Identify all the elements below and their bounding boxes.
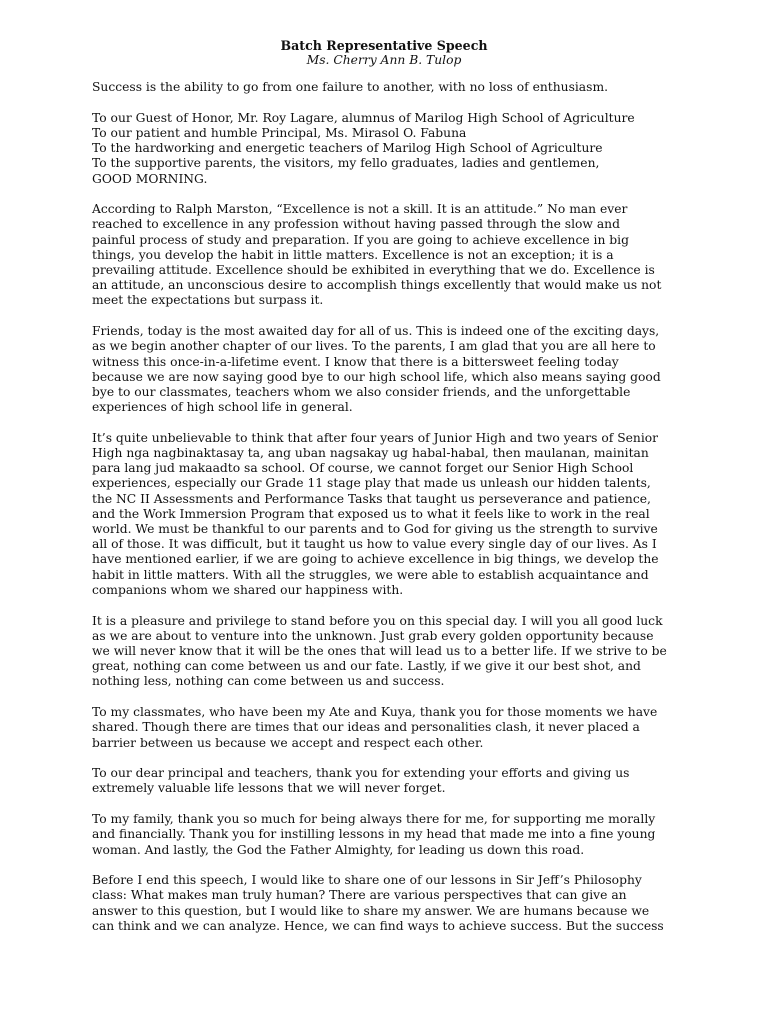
text-line: as we begin another chapter of our lives. To the parents, I am glad that you are all here to — [92, 339, 656, 354]
text-line: companions whom we shared our happiness with. — [92, 582, 404, 597]
text-line: nothing less, nothing can come between us and success. — [92, 674, 445, 689]
text-line: woman. And lastly, the God the Father Almighty, for leading us down this road. — [92, 842, 585, 857]
text-line: painful process of study and preparation. If you are going to achieve excellence in big — [92, 232, 629, 247]
text-line: and the Work Immersion Program that exposed us to what it feels like to work in the real — [92, 506, 650, 521]
text-line: High nga nagbinaktasay ta, ang uban nagsakay ug habal-habal, then maulanan, mainitan — [92, 446, 649, 461]
text-line: can think and we can analyze. Hence, we can find ways to achieve success. But the success — [92, 918, 664, 933]
text-line: To our Guest of Honor, Mr. Roy Lagare, alumnus of Marilog High School of Agriculture — [92, 110, 635, 125]
text-line: witness this once-in-a-lifetime event. I know that there is a bittersweet feeling today — [92, 354, 619, 369]
speech-body — [92, 80, 680, 950]
text-line: habit in little matters. With all the struggles, we were able to establish acquaintance and — [92, 567, 649, 582]
paragraph — [92, 111, 680, 187]
paragraph — [92, 324, 680, 415]
paragraph — [92, 80, 680, 95]
text-line: we will never know that it will be the ones that will lead us to a better life. If we strive to be — [92, 644, 667, 658]
text-line: To our patient and humble Principal, Ms. Mirasol O. Fabuna — [92, 125, 467, 140]
text-line: According to Ralph Marston, “Excellence is not a skill. It is an attitude.” No man ever — [92, 202, 628, 217]
text-line: reached to excellence in any profession without having passed through the slow and — [92, 217, 620, 232]
text-line: meet the expectations but surpass it. — [92, 293, 324, 308]
paragraph — [92, 705, 680, 751]
paragraph — [92, 431, 680, 598]
text-line: shared. Though there are times that our ideas and personalities clash, it never placed a — [92, 720, 640, 735]
paragraph — [92, 812, 680, 858]
text-line: extremely valuable life lessons that we will never forget. — [92, 781, 446, 796]
paragraph — [92, 202, 680, 308]
text-line: Friends, today is the most awaited day for all of us. This is indeed one of the exciting days, — [92, 324, 660, 339]
text-line: and financially. Thank you for instilling lessons in my head that made me into a fine young — [92, 827, 656, 842]
text-line: It is a pleasure and privilege to stand before you on this special day. I will you all good luck — [92, 613, 663, 628]
text-line: prevailing attitude. Excellence should be exhibited in everything that we do. Excellence is — [92, 263, 655, 278]
text-line: para lang jud makaadto sa school. Of course, we cannot forget our Senior High School — [92, 461, 634, 476]
text-line: world. We must be thankful to our parents and to God for giving us the strength to survive — [92, 522, 658, 537]
text-line: things, you develop the habit in little matters. Excellence is not an exception; it is a — [92, 247, 614, 262]
text-line: barrier between us because we accept and respect each other. — [92, 735, 484, 750]
text-line: an attitude, an unconscious desire to accomplish things excellently that would make us not — [92, 278, 662, 293]
text-line: as we are about to venture into the unknown. Just grab every golden opportunity because — [92, 628, 654, 643]
text-line: To the hardworking and energetic teachers of Marilog High School of Agriculture — [92, 141, 603, 156]
text-line: great, nothing can come between us and our fate. Lastly, if we give it our best shot, and — [92, 659, 641, 674]
text-line: Before I end this speech, I would like to share one of our lessons in Sir Jeff’s Philosophy — [92, 873, 642, 888]
text-line: Success is the ability to go from one failure to another, with no loss of enthusiasm. — [92, 80, 609, 94]
paragraph — [92, 766, 680, 796]
speech-author: Ms. Cherry Ann B. Tulop — [306, 53, 462, 67]
text-line: To our dear principal and teachers, thank you for extending your efforts and giving us — [92, 766, 630, 781]
text-line: To the supportive parents, the visitors, my fello graduates, ladies and gentlemen, — [92, 156, 600, 171]
text-line: answer to this question, but I would like to share my answer. We are humans because we — [92, 903, 650, 918]
text-line: the NC II Assessments and Performance Tasks that taught us perseverance and patience, — [92, 491, 651, 506]
text-line: To my family, thank you so much for being always there for me, for supporting me morally — [92, 812, 656, 827]
text-line: have mentioned earlier, if we are going to achieve excellence in big things, we develop the — [92, 552, 659, 567]
speech-title: Batch Representative Speech — [280, 38, 488, 53]
text-line: To my classmates, who have been my Ate and Kuya, thank you for those moments we have — [92, 705, 658, 720]
text-line: It’s quite unbelievable to think that after four years of Junior High and two years of Senior — [92, 430, 659, 445]
text-line: class: What makes man truly human? There are various perspectives that can give an — [92, 888, 627, 903]
text-line: bye to our classmates, teachers whom we also consider friends, and the unforgettable — [92, 384, 631, 399]
paragraph — [92, 873, 680, 934]
text-line: experiences of high school life in general. — [92, 400, 353, 415]
text-line: because we are now saying good bye to our high school life, which also means saying good — [92, 369, 661, 384]
text-line: experiences, especially our Grade 11 stage play that made us unleash our hidden talents, — [92, 476, 651, 491]
text-line: GOOD MORNING. — [92, 171, 208, 186]
paragraph — [92, 614, 680, 690]
text-line: all of those. It was difficult, but it taught us how to value every single day of our lives. As I — [92, 537, 657, 552]
